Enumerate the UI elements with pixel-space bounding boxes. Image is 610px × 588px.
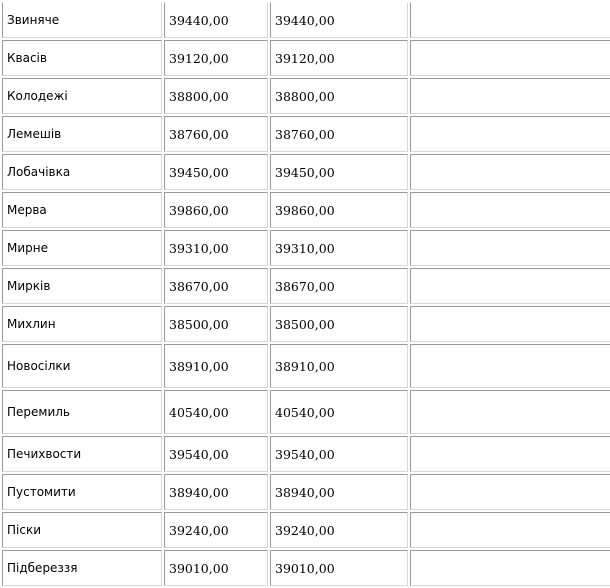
value-1-cell: 38940,00 bbox=[164, 474, 268, 510]
value-2-cell: 39440,00 bbox=[270, 2, 408, 38]
value-1-cell: 38800,00 bbox=[164, 78, 268, 114]
village-name-cell: Михлин bbox=[2, 306, 162, 342]
table-row bbox=[2, 390, 610, 434]
table-row bbox=[2, 230, 610, 266]
village-name-cell: Лобачівка bbox=[2, 154, 162, 190]
table-row bbox=[2, 78, 610, 114]
value-2-cell: 39310,00 bbox=[270, 230, 408, 266]
village-name-cell: Звиняче bbox=[2, 2, 162, 38]
value-2-cell: 39120,00 bbox=[270, 40, 408, 76]
value-1-cell: 38760,00 bbox=[164, 116, 268, 152]
village-name-cell: Печихвости bbox=[2, 436, 162, 472]
empty-cell bbox=[410, 116, 610, 152]
village-name-cell: Пустомити bbox=[2, 474, 162, 510]
empty-cell bbox=[410, 436, 610, 472]
table-row bbox=[2, 40, 610, 76]
value-2-cell: 38670,00 bbox=[270, 268, 408, 304]
value-2-cell: 39450,00 bbox=[270, 154, 408, 190]
empty-cell bbox=[410, 192, 610, 228]
empty-cell bbox=[410, 512, 610, 548]
empty-cell bbox=[410, 40, 610, 76]
value-2-cell: 38800,00 bbox=[270, 78, 408, 114]
table-row bbox=[2, 550, 610, 586]
value-1-cell: 40540,00 bbox=[164, 390, 268, 434]
table-row bbox=[2, 192, 610, 228]
empty-cell bbox=[410, 306, 610, 342]
value-1-cell: 39540,00 bbox=[164, 436, 268, 472]
table-row bbox=[2, 154, 610, 190]
value-1-cell: 38670,00 bbox=[164, 268, 268, 304]
empty-cell bbox=[410, 78, 610, 114]
village-name-cell: Новосілки bbox=[2, 344, 162, 388]
value-1-cell: 39120,00 bbox=[164, 40, 268, 76]
empty-cell bbox=[410, 2, 610, 38]
empty-cell bbox=[410, 344, 610, 388]
value-1-cell: 39860,00 bbox=[164, 192, 268, 228]
value-1-cell: 39310,00 bbox=[164, 230, 268, 266]
value-2-cell: 38760,00 bbox=[270, 116, 408, 152]
village-name-cell: Лемешів bbox=[2, 116, 162, 152]
table-row bbox=[2, 268, 610, 304]
value-2-cell: 38500,00 bbox=[270, 306, 408, 342]
table-row bbox=[2, 2, 610, 38]
empty-cell bbox=[410, 474, 610, 510]
table-row bbox=[2, 436, 610, 472]
table-row bbox=[2, 512, 610, 548]
value-2-cell: 39010,00 bbox=[270, 550, 408, 586]
value-1-cell: 39450,00 bbox=[164, 154, 268, 190]
table-row bbox=[2, 344, 610, 388]
value-2-cell: 39540,00 bbox=[270, 436, 408, 472]
value-2-cell: 39860,00 bbox=[270, 192, 408, 228]
value-1-cell: 39440,00 bbox=[164, 2, 268, 38]
empty-cell bbox=[410, 268, 610, 304]
village-name-cell: Мерва bbox=[2, 192, 162, 228]
village-name-cell: Колодежі bbox=[2, 78, 162, 114]
village-name-cell: Підбереззя bbox=[2, 550, 162, 586]
empty-cell bbox=[410, 154, 610, 190]
value-1-cell: 39010,00 bbox=[164, 550, 268, 586]
village-name-cell: Квасів bbox=[2, 40, 162, 76]
village-name-cell: Перемиль bbox=[2, 390, 162, 434]
table-row bbox=[2, 474, 610, 510]
value-1-cell: 38500,00 bbox=[164, 306, 268, 342]
village-name-cell: Піски bbox=[2, 512, 162, 548]
village-name-cell: Мирків bbox=[2, 268, 162, 304]
value-1-cell: 39240,00 bbox=[164, 512, 268, 548]
empty-cell bbox=[410, 550, 610, 586]
village-name-cell: Мирне bbox=[2, 230, 162, 266]
value-2-cell: 39240,00 bbox=[270, 512, 408, 548]
value-2-cell: 38910,00 bbox=[270, 344, 408, 388]
table-row bbox=[2, 306, 610, 342]
value-1-cell: 38910,00 bbox=[164, 344, 268, 388]
value-2-cell: 40540,00 bbox=[270, 390, 408, 434]
value-2-cell: 38940,00 bbox=[270, 474, 408, 510]
empty-cell bbox=[410, 230, 610, 266]
table-row bbox=[2, 116, 610, 152]
empty-cell bbox=[410, 390, 610, 434]
